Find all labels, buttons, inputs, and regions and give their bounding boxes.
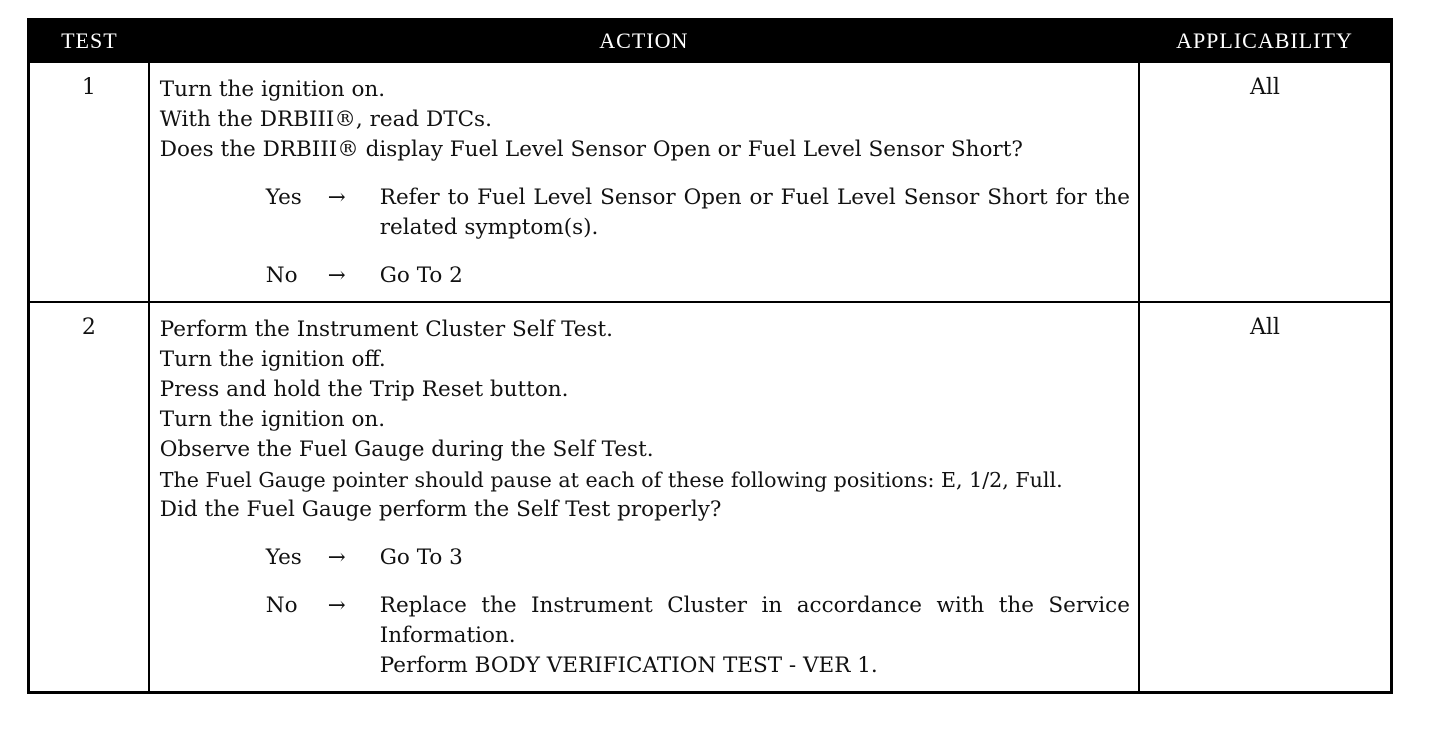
- action-step: Press and hold the Trip Reset button.: [159, 377, 569, 402]
- applicability-value: All: [1139, 62, 1392, 302]
- answer-text: [380, 183, 1130, 243]
- answer-label: Yes: [265, 185, 302, 210]
- arrow-right-icon: →: [327, 593, 346, 618]
- answer-text: [380, 261, 1130, 291]
- action-cell: [149, 62, 1139, 302]
- test-number: 1: [29, 62, 149, 302]
- action-cell: [149, 302, 1139, 693]
- arrow-right-icon: →: [327, 185, 346, 210]
- action-step: With the DRBIII®, read DTCs.: [159, 107, 492, 132]
- arrow-right-icon: →: [327, 545, 346, 570]
- answer-text: [380, 591, 1130, 681]
- action-step: Turn the ignition off.: [159, 347, 386, 372]
- answer-line: Refer to Fuel Level Sensor Open or Fuel Level Sensor Short for the related symptom(s).: [379, 185, 1130, 240]
- header-test: TEST: [29, 20, 149, 63]
- answer-no: [160, 591, 1130, 681]
- answer-line: Go To 2: [379, 263, 463, 288]
- table-header-row: [29, 20, 1392, 63]
- action-step: The Fuel Gauge pointer should pause at each of these following positions: E, 1/2, Full.: [159, 468, 1063, 492]
- answer-label: No: [265, 263, 298, 288]
- test-row-2: [29, 302, 1392, 693]
- action-step: Turn the ignition on.: [159, 407, 386, 432]
- diagnostic-test-table: [27, 18, 1393, 694]
- answer-line: Perform BODY VERIFICATION TEST - VER 1.: [379, 653, 878, 678]
- answer-yes: [160, 543, 1130, 573]
- test-row-1: [29, 62, 1392, 302]
- action-step: Observe the Fuel Gauge during the Self Test.: [159, 437, 654, 462]
- action-step: Did the Fuel Gauge perform the Self Test properly?: [159, 497, 722, 522]
- answer-label: No: [265, 593, 298, 618]
- header-action: ACTION: [149, 20, 1139, 63]
- action-step: Perform the Instrument Cluster Self Test.: [159, 317, 613, 342]
- answer-label: Yes: [265, 545, 302, 570]
- test-number: 2: [29, 302, 149, 693]
- action-step: Does the DRBIII® display Fuel Level Sensor Open or Fuel Level Sensor Short?: [159, 137, 1023, 162]
- action-step: Turn the ignition on.: [159, 77, 386, 102]
- arrow-right-icon: →: [327, 263, 346, 288]
- applicability-value: All: [1139, 302, 1392, 693]
- answer-no: [160, 261, 1130, 291]
- header-applicability: APPLICABILITY: [1139, 20, 1392, 63]
- answer-line: Replace the Instrument Cluster in accordance with the Service Information.: [379, 593, 1130, 648]
- answer-yes: [160, 183, 1130, 243]
- answer-text: [380, 543, 1130, 573]
- answer-line: Go To 3: [379, 545, 463, 570]
